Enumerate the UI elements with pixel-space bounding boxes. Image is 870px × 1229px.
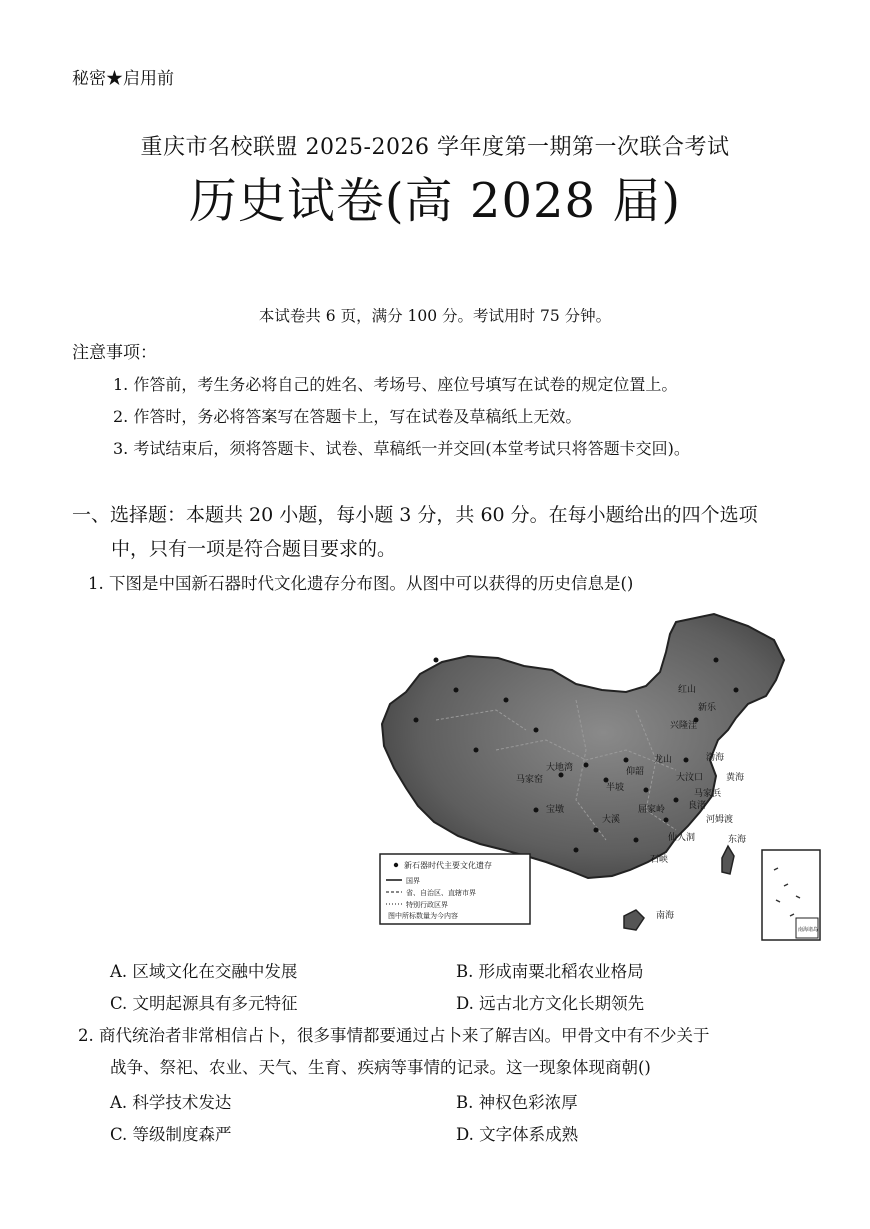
secret-mark: 秘密★启用前 — [72, 69, 174, 89]
site-label: 龙山 — [654, 755, 673, 765]
sea-label: 南海 — [656, 911, 675, 921]
site-label: 仙人洞 — [668, 833, 696, 843]
site-label: 屈家岭 — [638, 805, 666, 815]
notice-item-3: 3. 考试结束后，须将答题卡、试卷、草稿纸一并交回(本堂考试只将答题卡交回)。 — [113, 439, 690, 458]
site-label: 良渚 — [688, 801, 707, 811]
site-label: 马家窑 — [516, 775, 544, 785]
question-2-stem-cont: 战争、祭祀、农业、天气、生育、疾病等事情的记录。这一现象体现商朝() — [110, 1058, 651, 1077]
q1-option-d: D. 远古北方文化长期领先 — [456, 994, 645, 1013]
china-outline — [382, 614, 784, 878]
q2-option-a: A. 科学技术发达 — [110, 1093, 232, 1112]
taiwan-island — [722, 846, 734, 874]
south-china-sea-inset — [762, 850, 820, 940]
legend-item: 省、自治区、直辖市界 — [406, 889, 476, 897]
q1-option-a: A. 区域文化在交融中发展 — [110, 962, 298, 981]
q1-option-b: B. 形成南粟北稻农业格局 — [456, 962, 644, 981]
inset-label: 南海诸岛 — [798, 927, 819, 933]
site-label: 大溪 — [602, 815, 621, 825]
legend-item: 特别行政区界 — [406, 901, 448, 909]
site-label: 大地湾 — [546, 763, 574, 773]
site-label: 宝墩 — [546, 805, 565, 815]
notice-item-1: 1. 作答前，考生务必将自己的姓名、考场号、座位号填写在试卷的规定位置上。 — [113, 375, 678, 394]
site-label: 红山 — [678, 685, 697, 695]
hainan-island — [624, 910, 644, 930]
exam-info: 本试卷共 6 页，满分 100 分。考试用时 75 分钟。 — [258, 307, 612, 325]
map-legend — [380, 854, 530, 924]
question-1-stem: 1. 下图是中国新石器时代文化遗存分布图。从图中可以获得的历史信息是() — [88, 574, 634, 593]
question-2-stem: 2. 商代统治者非常相信占卜，很多事情都要通过占卜来了解吉凶。甲骨文中有不少关于 — [78, 1026, 710, 1045]
notice-item-2: 2. 作答时，务必将答案写在答题卡上，写在试卷及草稿纸上无效。 — [113, 407, 582, 426]
exam-subtitle: 重庆市名校联盟 2025-2026 学年度第一期第一次联合考试 — [140, 135, 730, 160]
sea-label: 黄海 — [726, 773, 745, 783]
legend-item: 图中所标数量为今内容 — [388, 912, 458, 920]
legend-title: 新石器时代主要文化遗存 — [404, 861, 492, 870]
neolithic-sites-map — [376, 600, 826, 946]
site-label: 大汶口 — [676, 773, 704, 783]
exam-title: 历史试卷(高 2028 届) — [188, 173, 682, 229]
q1-option-c: C. 文明起源具有多元特征 — [110, 994, 298, 1013]
site-label: 马家浜 — [694, 789, 722, 799]
legend-item: 国界 — [406, 877, 420, 885]
site-label: 兴隆洼 — [670, 721, 698, 731]
q2-option-b: B. 神权色彩浓厚 — [456, 1093, 578, 1112]
site-label: 新乐 — [698, 703, 717, 713]
notice-heading: 注意事项： — [72, 343, 157, 363]
section-heading-cont: 中，只有一项是符合题目要求的。 — [111, 538, 397, 560]
section-heading: 一、选择题：本题共 20 小题，每小题 3 分，共 60 分。在每小题给出的四个选项 — [72, 504, 758, 526]
q2-option-d: D. 文字体系成熟 — [456, 1125, 579, 1144]
site-label: 仰韶 — [626, 767, 645, 777]
site-label: 石峡 — [650, 855, 669, 865]
q2-option-c: C. 等级制度森严 — [110, 1125, 232, 1144]
sea-label: 渤海 — [706, 753, 725, 763]
site-label: 半坡 — [606, 783, 625, 793]
site-label: 河姆渡 — [706, 815, 734, 825]
sea-label: 东海 — [728, 835, 747, 845]
